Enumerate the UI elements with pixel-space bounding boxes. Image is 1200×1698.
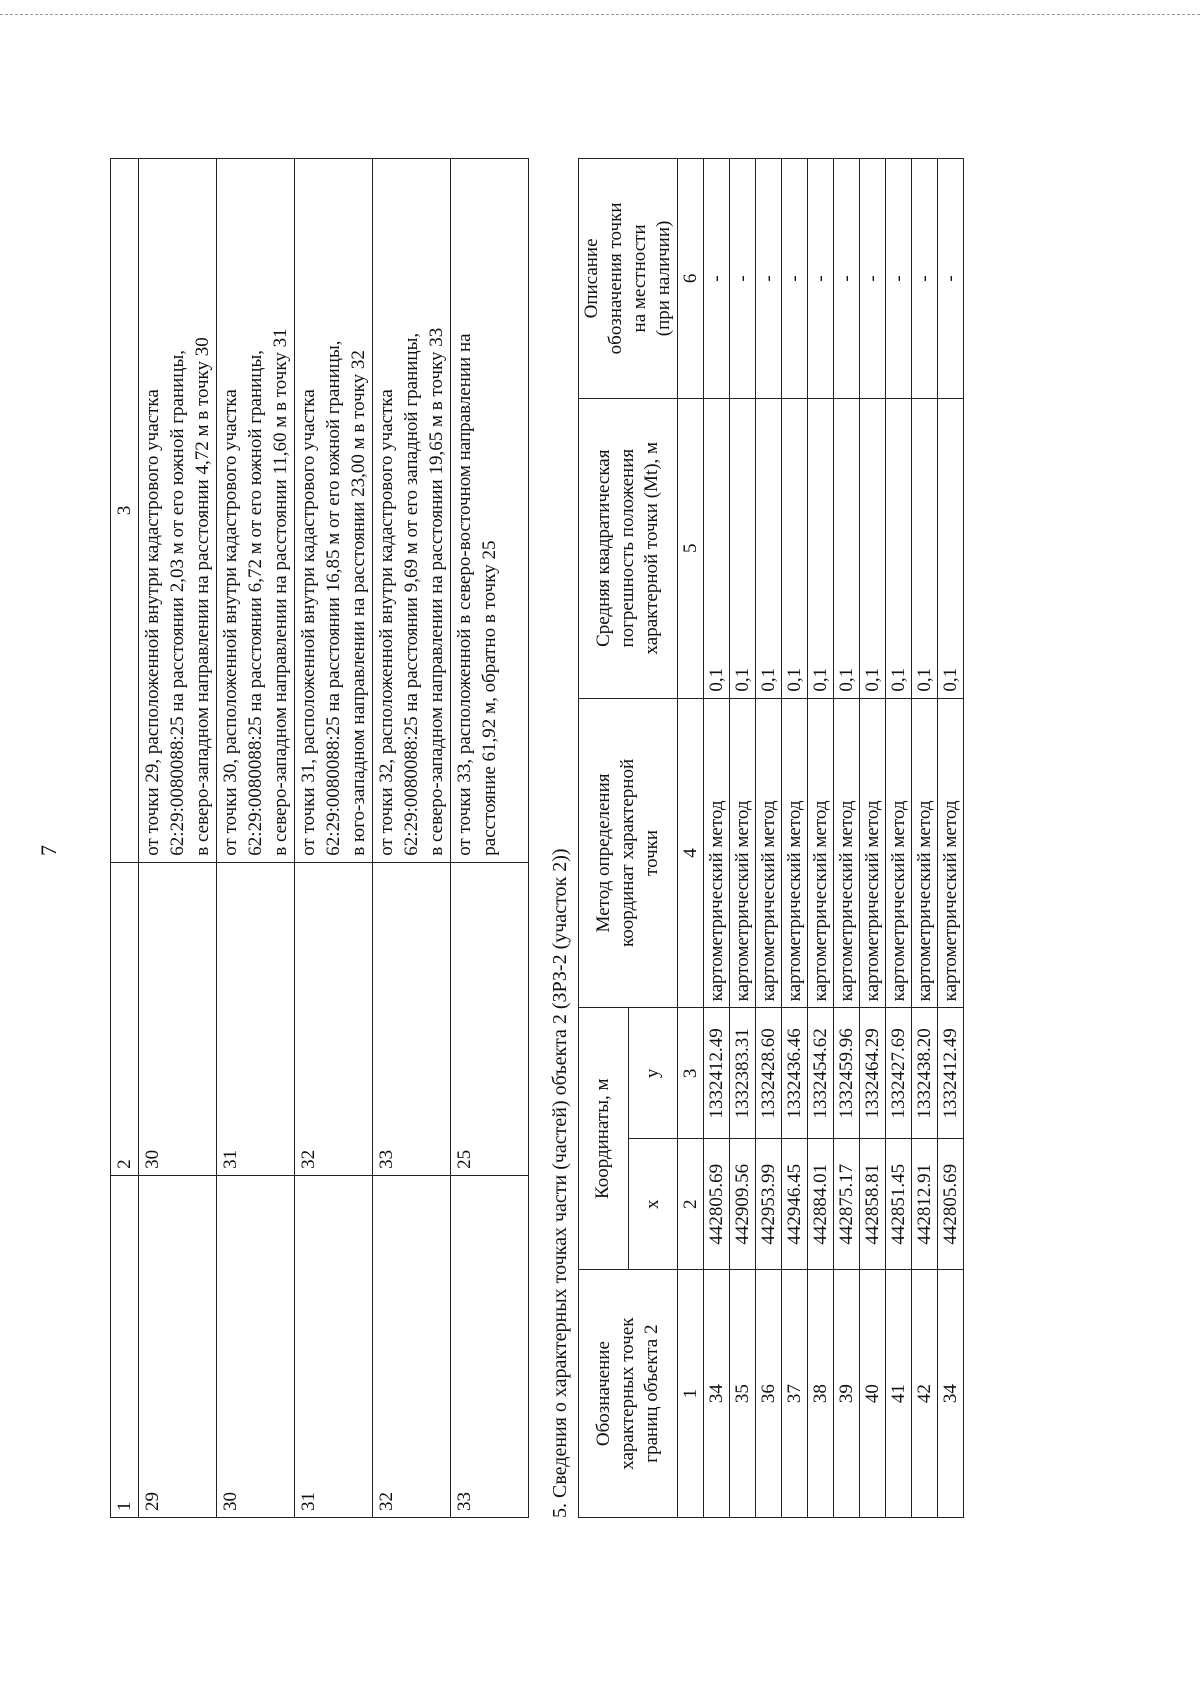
header-designation-line: Обозначение bbox=[593, 1341, 614, 1447]
x-cell: 442812.91 bbox=[912, 1139, 938, 1270]
x-cell: 442858.81 bbox=[860, 1139, 886, 1270]
description-line: в северо-западном направлении на расстоянии 4,72 м в точку 30 bbox=[192, 337, 213, 856]
table-row bbox=[834, 159, 860, 1518]
table-row bbox=[295, 159, 373, 1518]
header-cell: 3 bbox=[111, 159, 139, 863]
header-cell: 2 bbox=[111, 862, 139, 1175]
method-cell: картометрический метод bbox=[756, 698, 782, 1008]
method-cell: картометрический метод bbox=[860, 698, 886, 1008]
point-cell: 34 bbox=[704, 1270, 730, 1518]
y-cell: 1332454.62 bbox=[808, 1008, 834, 1139]
y-cell: 1332464.29 bbox=[860, 1008, 886, 1139]
desc-cell: - bbox=[886, 159, 912, 399]
table-row bbox=[217, 159, 295, 1518]
header-x: х bbox=[628, 1139, 678, 1270]
page-number: 7 bbox=[36, 845, 61, 856]
header-method bbox=[579, 698, 678, 1008]
header-cell: 1 bbox=[111, 1175, 139, 1517]
header-description-line: на местности bbox=[629, 224, 650, 333]
column-number-cell: 4 bbox=[678, 698, 704, 1008]
header-error-line: Средняя квадратическая bbox=[593, 449, 614, 647]
table-row bbox=[704, 159, 730, 1518]
desc-cell: - bbox=[834, 159, 860, 399]
description-line: в юго-западном направлении на расстоянии 23,00 м в точку 32 bbox=[348, 350, 369, 856]
method-cell: картометрический метод bbox=[782, 698, 808, 1008]
table-row bbox=[912, 159, 938, 1518]
point-cell: 36 bbox=[756, 1270, 782, 1518]
from-point-cell: 29 bbox=[139, 1175, 217, 1517]
x-cell: 442953.99 bbox=[756, 1139, 782, 1270]
header-description-line: Описание bbox=[581, 238, 602, 319]
description-line: 62:29:0080088:25 на расстоянии 9,69 м от его западной границы, bbox=[401, 332, 422, 856]
boundary-description-table bbox=[110, 158, 529, 1518]
point-cell: 39 bbox=[834, 1270, 860, 1518]
table-row bbox=[886, 159, 912, 1518]
table-header-row bbox=[111, 159, 139, 1518]
header-error-line: характерной точки (Mt), м bbox=[641, 441, 662, 655]
point-cell: 38 bbox=[808, 1270, 834, 1518]
error-cell: 0,1 bbox=[756, 398, 782, 698]
description-cell bbox=[451, 159, 529, 863]
characteristic-points-table bbox=[578, 158, 964, 1518]
method-cell: картометрический метод bbox=[730, 698, 756, 1008]
error-cell: 0,1 bbox=[782, 398, 808, 698]
table-header-row bbox=[579, 159, 629, 1518]
y-cell: 1332459.96 bbox=[834, 1008, 860, 1139]
point-cell: 34 bbox=[938, 1270, 964, 1518]
table-row bbox=[860, 159, 886, 1518]
x-cell: 442875.17 bbox=[834, 1139, 860, 1270]
column-number-cell: 3 bbox=[678, 1008, 704, 1139]
from-point-cell: 32 bbox=[373, 1175, 451, 1517]
description-line: в северо-западном направлении на расстоянии 19,65 м в точку 33 bbox=[426, 327, 447, 856]
description-line: в северо-западном направлении на расстоянии 11,60 м в точку 31 bbox=[270, 328, 291, 856]
x-cell: 442805.69 bbox=[704, 1139, 730, 1270]
x-cell: 442805.69 bbox=[938, 1139, 964, 1270]
header-method-line: Метод определения bbox=[593, 773, 614, 933]
point-cell: 35 bbox=[730, 1270, 756, 1518]
desc-cell: - bbox=[756, 159, 782, 399]
y-cell: 1332412.49 bbox=[938, 1008, 964, 1139]
section-caption: 5. Сведения о характерных точках части (частей) объекта 2 (ЗРЗ-2 (участок 2)) bbox=[549, 848, 571, 1518]
desc-cell: - bbox=[730, 159, 756, 399]
to-point-cell: 30 bbox=[139, 862, 217, 1175]
description-cell bbox=[295, 159, 373, 863]
header-description-line: (при наличии) bbox=[653, 220, 674, 337]
y-cell: 1332438.20 bbox=[912, 1008, 938, 1139]
header-designation-line: характерных точек bbox=[617, 1317, 638, 1470]
description-line: расстояние 61,92 м, обратно в точку 25 bbox=[479, 540, 500, 856]
description-line: от точки 32, расположенной внутри кадастрового участка bbox=[376, 389, 397, 856]
header-description bbox=[579, 159, 678, 399]
y-cell: 1332412.49 bbox=[704, 1008, 730, 1139]
header-designation-line: границ объекта 2 bbox=[641, 1324, 662, 1463]
to-point-cell: 31 bbox=[217, 862, 295, 1175]
method-cell: картометрический метод bbox=[938, 698, 964, 1008]
to-point-cell: 25 bbox=[451, 862, 529, 1175]
method-cell: картометрический метод bbox=[912, 698, 938, 1008]
y-cell: 1332436.46 bbox=[782, 1008, 808, 1139]
scan-edge-line bbox=[0, 14, 1200, 15]
description-line: от точки 30, расположенной внутри кадастрового участка bbox=[220, 389, 241, 856]
point-cell: 41 bbox=[886, 1270, 912, 1518]
column-number-cell: 1 bbox=[678, 1270, 704, 1518]
table-row bbox=[808, 159, 834, 1518]
desc-cell: - bbox=[912, 159, 938, 399]
table-row bbox=[782, 159, 808, 1518]
header-designation bbox=[579, 1270, 678, 1518]
column-number-cell: 5 bbox=[678, 398, 704, 698]
desc-cell: - bbox=[704, 159, 730, 399]
method-cell: картометрический метод bbox=[704, 698, 730, 1008]
header-error-line: погрешность положения bbox=[617, 448, 638, 648]
table-row bbox=[451, 159, 529, 1518]
desc-cell: - bbox=[808, 159, 834, 399]
table-row bbox=[373, 159, 451, 1518]
error-cell: 0,1 bbox=[730, 398, 756, 698]
to-point-cell: 32 bbox=[295, 862, 373, 1175]
header-method-line: точки bbox=[641, 829, 662, 876]
y-cell: 1332427.69 bbox=[886, 1008, 912, 1139]
table-row bbox=[730, 159, 756, 1518]
error-cell: 0,1 bbox=[886, 398, 912, 698]
point-cell: 37 bbox=[782, 1270, 808, 1518]
description-cell bbox=[217, 159, 295, 863]
to-point-cell: 33 bbox=[373, 862, 451, 1175]
x-cell: 442946.45 bbox=[782, 1139, 808, 1270]
method-cell: картометрический метод bbox=[886, 698, 912, 1008]
method-cell: картометрический метод bbox=[808, 698, 834, 1008]
y-cell: 1332428.60 bbox=[756, 1008, 782, 1139]
header-coordinates: Координаты, м bbox=[579, 1008, 629, 1270]
description-line: от точки 33, расположенной в северо-восточном направлении на bbox=[454, 333, 475, 856]
rotated-page bbox=[0, 54, 1200, 1614]
header-description-line: обозначения точки bbox=[605, 202, 626, 355]
x-cell: 442884.01 bbox=[808, 1139, 834, 1270]
column-number-row bbox=[678, 159, 704, 1518]
point-cell: 40 bbox=[860, 1270, 886, 1518]
description-cell bbox=[139, 159, 217, 863]
x-cell: 442851.45 bbox=[886, 1139, 912, 1270]
error-cell: 0,1 bbox=[808, 398, 834, 698]
desc-cell: - bbox=[938, 159, 964, 399]
desc-cell: - bbox=[860, 159, 886, 399]
header-y: у bbox=[628, 1008, 678, 1139]
description-line: 62:29:0080088:25 на расстоянии 6,72 м от его южной границы, bbox=[245, 350, 266, 856]
description-cell bbox=[373, 159, 451, 863]
header-method-line: координат характерной bbox=[617, 758, 638, 948]
point-cell: 42 bbox=[912, 1270, 938, 1518]
error-cell: 0,1 bbox=[938, 398, 964, 698]
x-cell: 442909.56 bbox=[730, 1139, 756, 1270]
desc-cell: - bbox=[782, 159, 808, 399]
y-cell: 1332383.31 bbox=[730, 1008, 756, 1139]
from-point-cell: 33 bbox=[451, 1175, 529, 1517]
error-cell: 0,1 bbox=[860, 398, 886, 698]
description-line: от точки 31, расположенной внутри кадастрового участка bbox=[298, 389, 319, 856]
error-cell: 0,1 bbox=[912, 398, 938, 698]
error-cell: 0,1 bbox=[834, 398, 860, 698]
table-row bbox=[139, 159, 217, 1518]
description-line: от точки 29, расположенной внутри кадастрового участка bbox=[142, 389, 163, 856]
error-cell: 0,1 bbox=[704, 398, 730, 698]
table-row bbox=[938, 159, 964, 1518]
description-line: 62:29:0080088:25 на расстоянии 2,03 м от его южной границы, bbox=[167, 350, 188, 856]
column-number-cell: 2 bbox=[678, 1139, 704, 1270]
method-cell: картометрический метод bbox=[834, 698, 860, 1008]
description-line: 62:29:0080088:25 на расстоянии 16,85 м от его южной границы, bbox=[323, 340, 344, 856]
from-point-cell: 31 bbox=[295, 1175, 373, 1517]
column-number-cell: 6 bbox=[678, 159, 704, 399]
from-point-cell: 30 bbox=[217, 1175, 295, 1517]
header-error bbox=[579, 398, 678, 698]
table-row bbox=[756, 159, 782, 1518]
